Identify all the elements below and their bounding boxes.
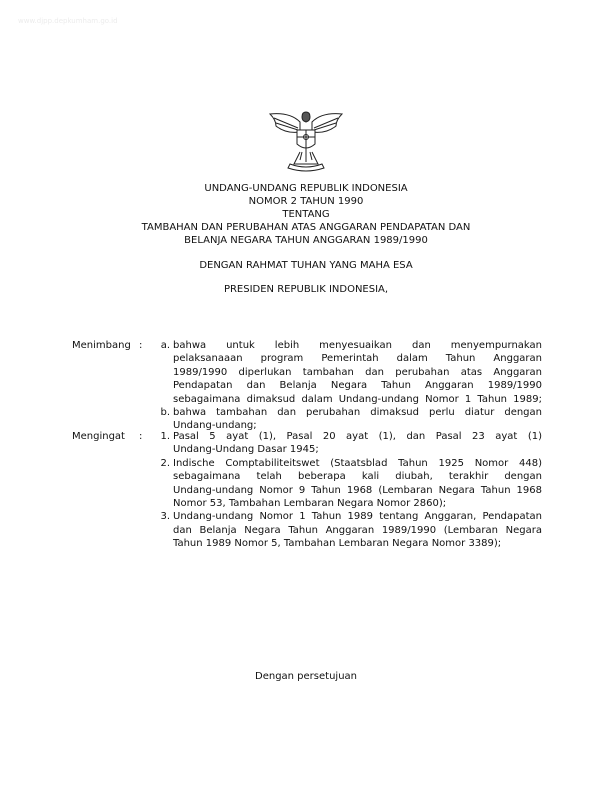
text-line: Indische Comptabiliteitswet (Staatsblad Tahun 1925 Nomor 448) xyxy=(173,457,542,469)
item-marker: 1. xyxy=(160,431,170,442)
item-marker: 3. xyxy=(160,511,170,523)
watermark: www.djpp.depkumham.go.id xyxy=(18,17,118,25)
title-line: TENTANG xyxy=(282,209,330,220)
list-item xyxy=(72,430,542,457)
text-line: Pasal 5 ayat (1), Pasal 20 ayat (1), dan Pasal 23 ayat (1) xyxy=(173,431,542,442)
menimbang-section xyxy=(72,339,542,433)
text-line: bahwa tambahan dan perubahan dimaksud perlu diatur dengan xyxy=(173,407,542,419)
blessing: DENGAN RAHMAT TUHAN YANG MAHA ESA xyxy=(199,260,413,271)
section-label: Menimbang xyxy=(72,340,131,351)
title-line: TAMBAHAN DAN PERUBAHAN ATAS ANGGARAN PENDAPATAN DAN xyxy=(141,222,471,233)
title-line: UNDANG-UNDANG REPUBLIK INDONESIA xyxy=(204,183,408,194)
text-line: sebagaimana dimaksud dalam Undang-undang Nomor 1 Tahun 1989; xyxy=(173,393,542,405)
colon: : xyxy=(139,340,143,351)
list-item xyxy=(72,510,542,550)
text-line: Undang-undang Nomor 9 Tahun 1968 (Lembaran Negara Tahun 1968 xyxy=(173,484,542,496)
document-title xyxy=(0,182,612,247)
section-label: Mengingat xyxy=(72,431,125,442)
text-line: bahwa untuk lebih menyesuaikan dan menyempurnakan xyxy=(173,340,542,351)
text-line: sebagaimana telah beberapa kali diubah, terakhir dengan xyxy=(173,471,542,483)
text-line: Undang-undang; xyxy=(173,420,257,432)
list-item xyxy=(72,339,542,406)
item-marker: 2. xyxy=(160,457,170,469)
text-line: pelaksanaaan program Pemerintah dalam Tahun Anggaran xyxy=(173,353,542,365)
text-line: Pendapatan dan Belanja Negara Tahun Anggaran 1989/1990 xyxy=(173,380,542,392)
text-line: Undang-Undang Dasar 1945; xyxy=(173,444,319,456)
list-item xyxy=(72,457,542,511)
garuda-emblem-icon xyxy=(266,108,346,174)
item-marker: a. xyxy=(160,340,170,351)
approval-line: Dengan persetujuan xyxy=(255,671,357,682)
item-marker: b. xyxy=(160,407,170,419)
title-line: BELANJA NEGARA TAHUN ANGGARAN 1989/1990 xyxy=(184,235,428,246)
colon: : xyxy=(139,431,143,442)
title-line: NOMOR 2 TAHUN 1990 xyxy=(248,196,364,207)
mengingat-section xyxy=(72,430,542,551)
list-item xyxy=(72,406,542,433)
text-line: Undang-undang Nomor 1 Tahun 1989 tentang Anggaran, Pendapatan xyxy=(173,511,542,523)
president-heading: PRESIDEN REPUBLIK INDONESIA, xyxy=(223,284,389,295)
text-line: Nomor 53, Tambahan Lembaran Negara Nomor 2860); xyxy=(173,498,447,510)
text-line: 1989/1990 diperlukan tambahan dan perubahan atas Anggaran xyxy=(173,366,542,378)
text-line: Tahun 1989 Nomor 5, Tambahan Lembaran Negara Nomor 3389); xyxy=(173,538,502,550)
text-line: dan Belanja Negara Tahun Anggaran 1989/1990 (Lembaran Negara xyxy=(173,524,542,536)
